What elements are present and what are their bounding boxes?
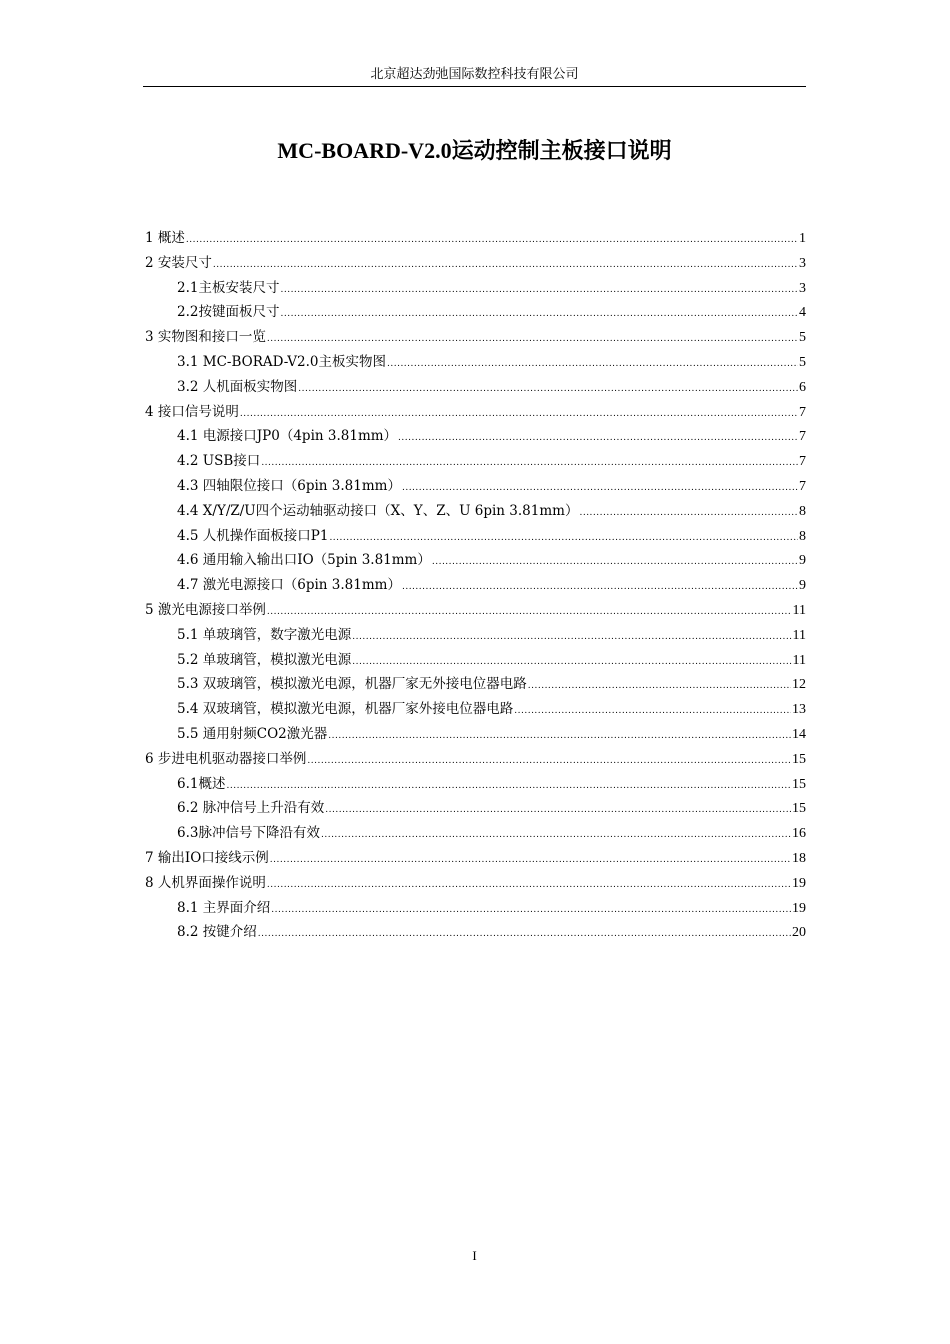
toc-entry[interactable] — [145, 300, 806, 325]
toc-leader-dots — [280, 278, 798, 303]
toc-entry-text: 8.1 主界面介绍 — [177, 899, 271, 916]
toc-entry-text: 6.3脉冲信号下降沿有效 — [177, 825, 320, 842]
toc-leader-dots — [261, 451, 798, 476]
toc-entry-page: 4 — [799, 305, 806, 321]
toc-entry[interactable] — [145, 623, 806, 648]
page-number: I — [472, 1248, 477, 1263]
toc-entry[interactable] — [145, 424, 806, 449]
toc-entry-text: 4.6 通用输入输出口IO（5pin 3.81mm） — [177, 552, 431, 569]
toc-entry[interactable] — [145, 548, 806, 573]
toc-entry-text: 2 安装尺寸 — [145, 254, 212, 271]
toc-entry-text: 4.2 USB接口 — [177, 453, 261, 470]
toc-entry[interactable] — [145, 648, 806, 673]
toc-entry-text: 4.3 四轴限位接口（6pin 3.81mm） — [177, 477, 401, 494]
toc-leader-dots — [402, 476, 798, 501]
toc-entry-page: 11 — [792, 602, 806, 618]
toc-entry-page: 16 — [792, 826, 806, 842]
toc-entry[interactable] — [145, 226, 806, 251]
toc-entry-text: 2.2按键面板尺寸 — [177, 304, 280, 321]
toc-leader-dots — [267, 873, 791, 898]
toc-leader-dots — [213, 253, 798, 278]
toc-leader-dots — [579, 501, 798, 526]
toc-leader-dots — [432, 550, 798, 575]
toc-entry-text: 5.3 双玻璃管，模拟激光电源，机器厂家无外接电位器电路 — [177, 676, 527, 693]
toc-entry-text: 2.1主板安装尺寸 — [177, 279, 280, 296]
toc-entry[interactable] — [145, 796, 806, 821]
toc-entry[interactable] — [145, 474, 806, 499]
toc-leader-dots — [271, 898, 791, 923]
toc-leader-dots — [226, 774, 791, 799]
toc-entry-text: 4.4 X/Y/Z/U四个运动轴驱动接口（X、Y、Z、U 6pin 3.81mm） — [177, 502, 579, 519]
toc-entry-page: 18 — [792, 850, 806, 866]
toc-entry-text: 4.7 激光电源接口（6pin 3.81mm） — [177, 577, 401, 594]
toc-leader-dots — [280, 302, 798, 327]
toc-leader-dots — [270, 848, 791, 873]
toc-leader-dots — [325, 798, 791, 823]
toc-entry-page: 3 — [799, 255, 806, 271]
toc-entry-page: 19 — [792, 875, 806, 891]
toc-entry-page: 1 — [799, 231, 806, 246]
toc-entry-text: 4 接口信号说明 — [145, 403, 239, 420]
toc-entry[interactable] — [145, 400, 806, 425]
toc-leader-dots — [329, 526, 798, 551]
toc-entry-text: 3.1 MC-BORAD-V2.0主板实物图 — [177, 353, 386, 370]
toc-entry-page: 13 — [792, 702, 806, 718]
toc-leader-dots — [352, 625, 791, 650]
toc-leader-dots — [307, 749, 791, 774]
toc-entry-text: 4.1 电源接口JP0（4pin 3.81mm） — [177, 428, 398, 445]
toc-leader-dots — [352, 650, 791, 675]
toc-entry[interactable] — [145, 772, 806, 797]
toc-entry-text: 6 步进电机驱动器接口举例 — [145, 750, 307, 767]
toc-entry-text: 7 输出IO口接线示例 — [145, 849, 269, 866]
toc-entry[interactable] — [145, 573, 806, 598]
toc-entry[interactable] — [145, 276, 806, 301]
toc-entry-text: 4.5 人机操作面板接口P1 — [177, 527, 329, 544]
document-title: MC-BOARD-V2.0运动控制主板接口说明 — [277, 138, 672, 163]
toc-entry[interactable] — [145, 697, 806, 722]
toc-entry[interactable] — [145, 375, 806, 400]
toc-leader-dots — [402, 575, 798, 600]
toc-entry-page: 15 — [792, 751, 806, 767]
toc-entry-page: 20 — [792, 925, 806, 941]
toc-entry-text: 5 激光电源接口举例 — [145, 601, 266, 618]
toc-entry-page: 11 — [792, 652, 806, 668]
toc-entry-text: 3.2 人机面板实物图 — [177, 378, 298, 395]
toc-leader-dots — [258, 922, 791, 947]
toc-leader-dots — [321, 823, 791, 848]
toc-leader-dots — [240, 402, 798, 427]
toc-entry-page: 19 — [792, 900, 806, 916]
toc-leader-dots — [298, 377, 798, 402]
toc-entry-page: 15 — [792, 776, 806, 792]
toc-entry-page: 5 — [799, 354, 806, 370]
toc-leader-dots — [267, 327, 798, 352]
toc-entry-page: 5 — [799, 330, 806, 346]
toc-entry-text: 6.1概述 — [177, 775, 226, 792]
toc-leader-dots — [267, 600, 792, 625]
toc-entry-page: 7 — [799, 429, 806, 445]
toc-leader-dots — [387, 352, 798, 377]
toc-entry[interactable] — [145, 325, 806, 350]
toc-entry[interactable] — [145, 251, 806, 276]
toc-entry-page: 9 — [799, 553, 806, 569]
toc-entry-text: 5.2 单玻璃管，模拟激光电源 — [177, 651, 352, 668]
toc-leader-dots — [514, 699, 791, 724]
toc-entry[interactable] — [145, 871, 806, 896]
toc-entry[interactable] — [145, 499, 806, 524]
toc-entry[interactable] — [145, 920, 806, 945]
toc-entry-page: 8 — [799, 503, 806, 519]
toc-entry-text: 8 人机界面操作说明 — [145, 874, 266, 891]
toc-entry[interactable] — [145, 449, 806, 474]
toc-entry-page: 6 — [799, 379, 806, 395]
toc-leader-dots — [328, 724, 791, 749]
toc-entry[interactable] — [145, 846, 806, 871]
toc-entry-page: 8 — [799, 528, 806, 544]
toc-entry-page: 9 — [799, 578, 806, 594]
toc-entry-page: 14 — [792, 726, 806, 742]
toc-entry-page: 7 — [799, 454, 806, 470]
toc-entry[interactable] — [145, 896, 806, 921]
toc-entry[interactable] — [145, 350, 806, 375]
toc-entry[interactable] — [145, 524, 806, 549]
toc-entry-page: 3 — [799, 280, 806, 296]
toc-leader-dots — [398, 426, 798, 451]
page-header: 北京超达劲弛国际数控科技有限公司 — [370, 67, 579, 82]
toc-entry-page: 15 — [792, 801, 806, 817]
toc-leader-dots — [528, 674, 791, 699]
toc-entry[interactable] — [145, 598, 806, 623]
toc-entry-text: 1 概述 — [145, 230, 185, 246]
toc-entry[interactable] — [145, 722, 806, 747]
toc-entry-text: 6.2 脉冲信号上升沿有效 — [177, 800, 325, 817]
header-rule — [143, 86, 806, 87]
toc-entry-text: 5.5 通用射频CO2激光器 — [177, 725, 328, 742]
toc-entry[interactable] — [145, 821, 806, 846]
toc-entry-page: 12 — [792, 677, 806, 693]
toc-entry-page: 11 — [792, 627, 806, 643]
toc-entry-text: 5.1 单玻璃管，数字激光电源 — [177, 626, 352, 643]
toc-entry[interactable] — [145, 747, 806, 772]
toc-entry-page: 7 — [799, 404, 806, 420]
toc-entry-text: 3 实物图和接口一览 — [145, 329, 266, 346]
toc-entry-text: 8.2 按键介绍 — [177, 924, 257, 941]
table-of-contents — [145, 226, 806, 945]
toc-entry-page: 7 — [799, 478, 806, 494]
toc-leader-dots — [186, 228, 798, 253]
toc-entry[interactable] — [145, 672, 806, 697]
toc-entry-text: 5.4 双玻璃管，模拟激光电源，机器厂家外接电位器电路 — [177, 701, 514, 718]
